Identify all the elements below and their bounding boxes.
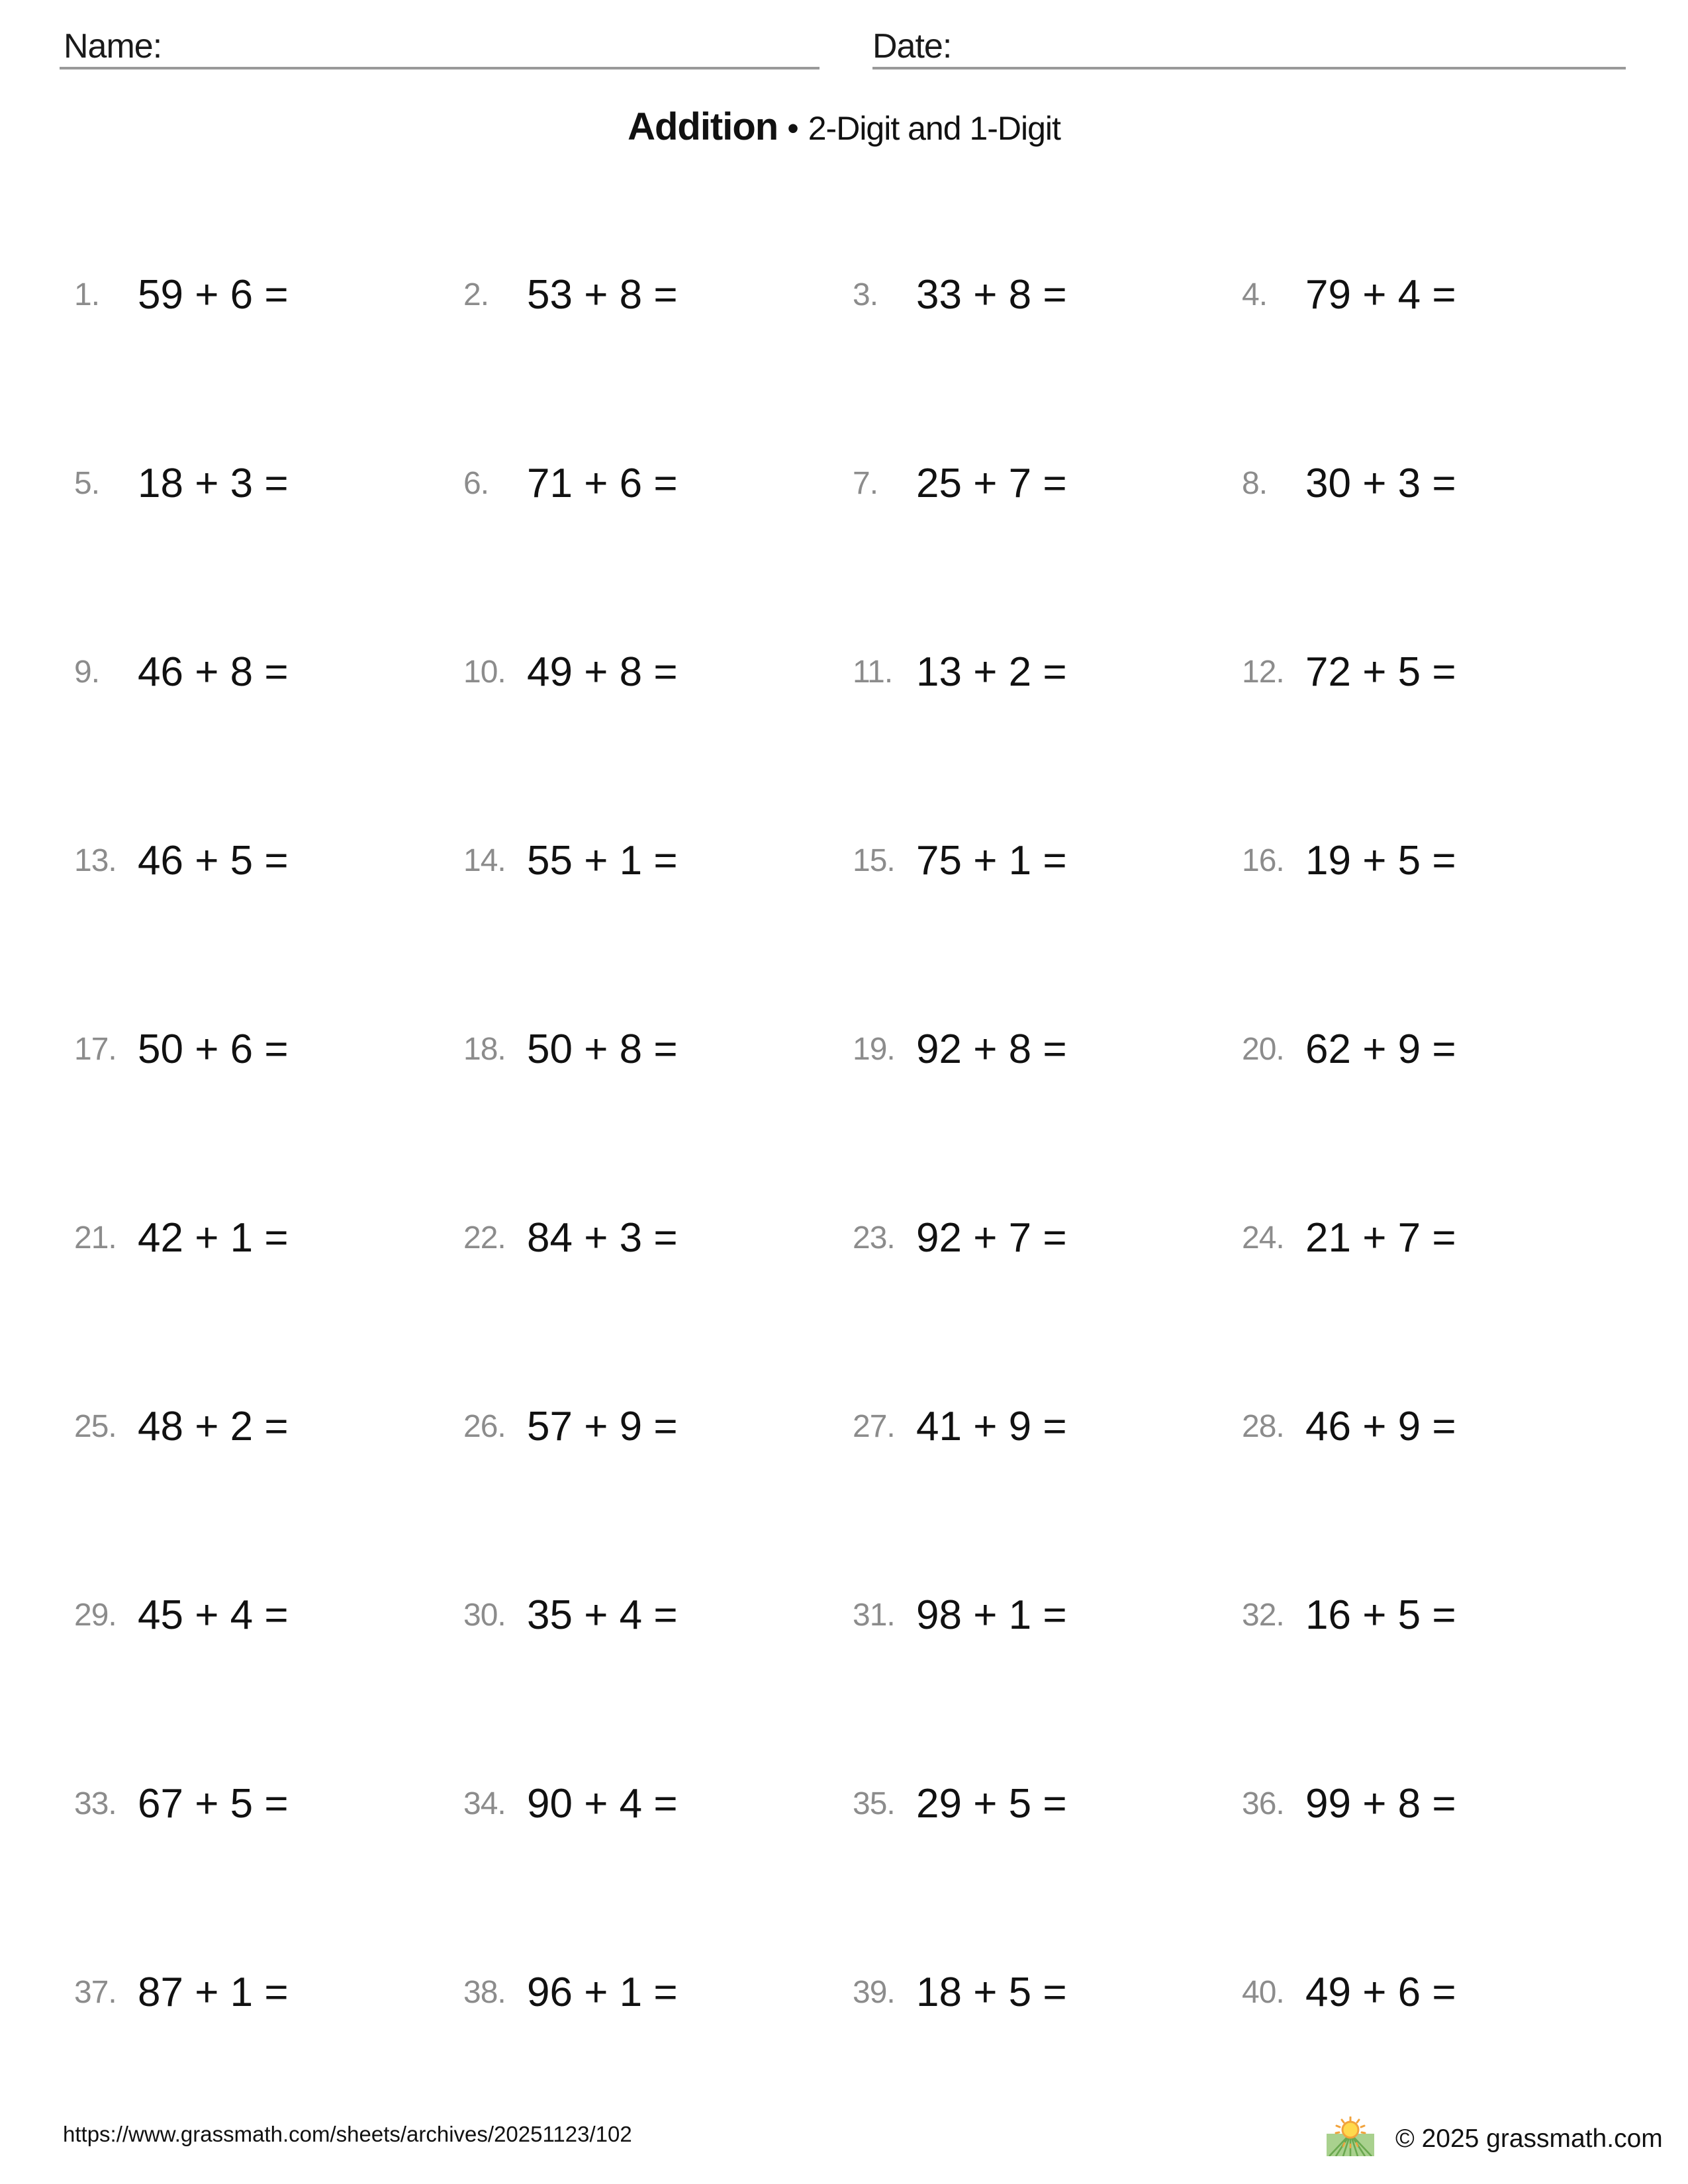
problem-item xyxy=(74,1521,463,1709)
problem-number: 13. xyxy=(74,843,117,878)
problem-expression: 71 + 6 = xyxy=(527,461,678,506)
problem-expression: 21 + 7 = xyxy=(1305,1215,1456,1261)
name-label: Name: xyxy=(64,27,162,66)
problem-number: 25. xyxy=(74,1409,117,1444)
problem-number: 4. xyxy=(1242,277,1268,312)
problem-expression: 87 + 1 = xyxy=(138,1970,289,2015)
problem-item xyxy=(853,1709,1242,1898)
problem-number: 27. xyxy=(853,1409,895,1444)
problem-number: 22. xyxy=(463,1220,506,1255)
footer-copyright: © 2025 grassmath.com xyxy=(1395,2124,1663,2153)
problem-expression: 50 + 6 = xyxy=(138,1026,289,1072)
problem-item xyxy=(853,389,1242,578)
problem-expression: 92 + 8 = xyxy=(916,1026,1067,1072)
problem-expression: 53 + 8 = xyxy=(527,272,678,318)
problem-number: 19. xyxy=(853,1032,895,1067)
problem-item xyxy=(853,1332,1242,1521)
problem-item xyxy=(463,1521,853,1709)
problem-item xyxy=(853,1898,1242,2087)
page-title-main: Addition xyxy=(628,105,778,148)
problem-item xyxy=(74,1898,463,2087)
problem-number: 26. xyxy=(463,1409,506,1444)
problem-item xyxy=(853,578,1242,766)
problem-item xyxy=(74,578,463,766)
problem-item xyxy=(463,578,853,766)
problem-expression: 72 + 5 = xyxy=(1305,649,1456,695)
problem-number: 1. xyxy=(74,277,100,312)
problem-item xyxy=(1242,389,1631,578)
problem-expression: 75 + 1 = xyxy=(916,838,1067,884)
problem-number: 39. xyxy=(853,1975,895,2010)
page-title-subtitle: 2-Digit and 1-Digit xyxy=(808,110,1060,147)
problem-number: 14. xyxy=(463,843,506,878)
problem-item xyxy=(74,201,463,389)
problem-expression: 18 + 5 = xyxy=(916,1970,1067,2015)
problem-number: 2. xyxy=(463,277,489,312)
problem-number: 6. xyxy=(463,466,489,501)
problem-number: 24. xyxy=(1242,1220,1284,1255)
problem-item xyxy=(1242,1898,1631,2087)
problem-number: 40. xyxy=(1242,1975,1284,2010)
problem-number: 30. xyxy=(463,1598,506,1633)
problem-number: 34. xyxy=(463,1786,506,1821)
problem-number: 5. xyxy=(74,466,100,501)
problem-expression: 49 + 8 = xyxy=(527,649,678,695)
problem-expression: 25 + 7 = xyxy=(916,461,1067,506)
problem-item xyxy=(853,766,1242,955)
problem-item xyxy=(853,201,1242,389)
problem-item xyxy=(463,1144,853,1332)
problem-expression: 41 + 9 = xyxy=(916,1404,1067,1449)
problem-expression: 50 + 8 = xyxy=(527,1026,678,1072)
problem-number: 18. xyxy=(463,1032,506,1067)
problem-item xyxy=(1242,201,1631,389)
problem-item xyxy=(74,389,463,578)
problem-number: 17. xyxy=(74,1032,117,1067)
problem-item xyxy=(1242,1521,1631,1709)
problem-number: 23. xyxy=(853,1220,895,1255)
problem-item xyxy=(1242,766,1631,955)
problem-number: 16. xyxy=(1242,843,1284,878)
problem-item xyxy=(463,1332,853,1521)
problem-expression: 48 + 2 = xyxy=(138,1404,289,1449)
problem-item xyxy=(1242,1144,1631,1332)
problem-number: 3. xyxy=(853,277,878,312)
problem-expression: 96 + 1 = xyxy=(527,1970,678,2015)
sunrise-field-icon xyxy=(1327,2116,1374,2156)
problem-item xyxy=(463,1898,853,2087)
problem-number: 35. xyxy=(853,1786,895,1821)
problem-item xyxy=(853,955,1242,1144)
problem-item xyxy=(463,201,853,389)
problem-item xyxy=(74,766,463,955)
problem-expression: 84 + 3 = xyxy=(527,1215,678,1261)
problem-number: 33. xyxy=(74,1786,117,1821)
problem-expression: 18 + 3 = xyxy=(138,461,289,506)
problem-number: 21. xyxy=(74,1220,117,1255)
problem-number: 37. xyxy=(74,1975,117,2010)
problem-item xyxy=(1242,578,1631,766)
problem-number: 31. xyxy=(853,1598,895,1633)
problem-expression: 79 + 4 = xyxy=(1305,272,1456,318)
problem-item xyxy=(74,1144,463,1332)
problem-expression: 62 + 9 = xyxy=(1305,1026,1456,1072)
problem-number: 32. xyxy=(1242,1598,1284,1633)
problem-item xyxy=(463,1709,853,1898)
problem-number: 15. xyxy=(853,843,895,878)
problem-item xyxy=(1242,1709,1631,1898)
problem-expression: 42 + 1 = xyxy=(138,1215,289,1261)
problem-expression: 29 + 5 = xyxy=(916,1781,1067,1827)
problem-expression: 19 + 5 = xyxy=(1305,838,1456,884)
problem-number: 10. xyxy=(463,655,506,690)
problem-expression: 45 + 4 = xyxy=(138,1592,289,1638)
problem-number: 36. xyxy=(1242,1786,1284,1821)
problem-expression: 35 + 4 = xyxy=(527,1592,678,1638)
footer-source-url: https://www.grassmath.com/sheets/archives/20251123/102 xyxy=(63,2122,632,2146)
problem-expression: 98 + 1 = xyxy=(916,1592,1067,1638)
problem-expression: 67 + 5 = xyxy=(138,1781,289,1827)
problem-expression: 92 + 7 = xyxy=(916,1215,1067,1261)
problem-number: 12. xyxy=(1242,655,1284,690)
problem-item xyxy=(1242,1332,1631,1521)
problem-number: 7. xyxy=(853,466,878,501)
problem-number: 9. xyxy=(74,655,100,690)
problem-item xyxy=(463,955,853,1144)
page-title xyxy=(0,105,1688,149)
problems-grid xyxy=(74,201,1631,2087)
problem-number: 20. xyxy=(1242,1032,1284,1067)
problem-item xyxy=(853,1144,1242,1332)
problem-number: 29. xyxy=(74,1598,117,1633)
problem-expression: 55 + 1 = xyxy=(527,838,678,884)
problem-expression: 59 + 6 = xyxy=(138,272,289,318)
problem-item xyxy=(74,1332,463,1521)
problem-expression: 49 + 6 = xyxy=(1305,1970,1456,2015)
problem-number: 38. xyxy=(463,1975,506,2010)
problem-expression: 30 + 3 = xyxy=(1305,461,1456,506)
problem-item xyxy=(74,955,463,1144)
problem-number: 28. xyxy=(1242,1409,1284,1444)
problem-expression: 13 + 2 = xyxy=(916,649,1067,695)
problem-item xyxy=(463,389,853,578)
problem-expression: 16 + 5 = xyxy=(1305,1592,1456,1638)
problem-item xyxy=(853,1521,1242,1709)
problem-expression: 33 + 8 = xyxy=(916,272,1067,318)
problem-expression: 57 + 9 = xyxy=(527,1404,678,1449)
problem-item xyxy=(1242,955,1631,1144)
problem-expression: 46 + 8 = xyxy=(138,649,289,695)
date-blank-line xyxy=(872,67,1626,69)
problem-item xyxy=(74,1709,463,1898)
date-label: Date: xyxy=(872,27,952,66)
problem-expression: 46 + 5 = xyxy=(138,838,289,884)
title-bullet-separator: • xyxy=(787,110,799,147)
problem-item xyxy=(463,766,853,955)
problem-expression: 46 + 9 = xyxy=(1305,1404,1456,1449)
problem-number: 11. xyxy=(853,655,893,690)
problem-expression: 99 + 8 = xyxy=(1305,1781,1456,1827)
name-blank-line xyxy=(60,67,820,69)
problem-number: 8. xyxy=(1242,466,1268,501)
problem-expression: 90 + 4 = xyxy=(527,1781,678,1827)
